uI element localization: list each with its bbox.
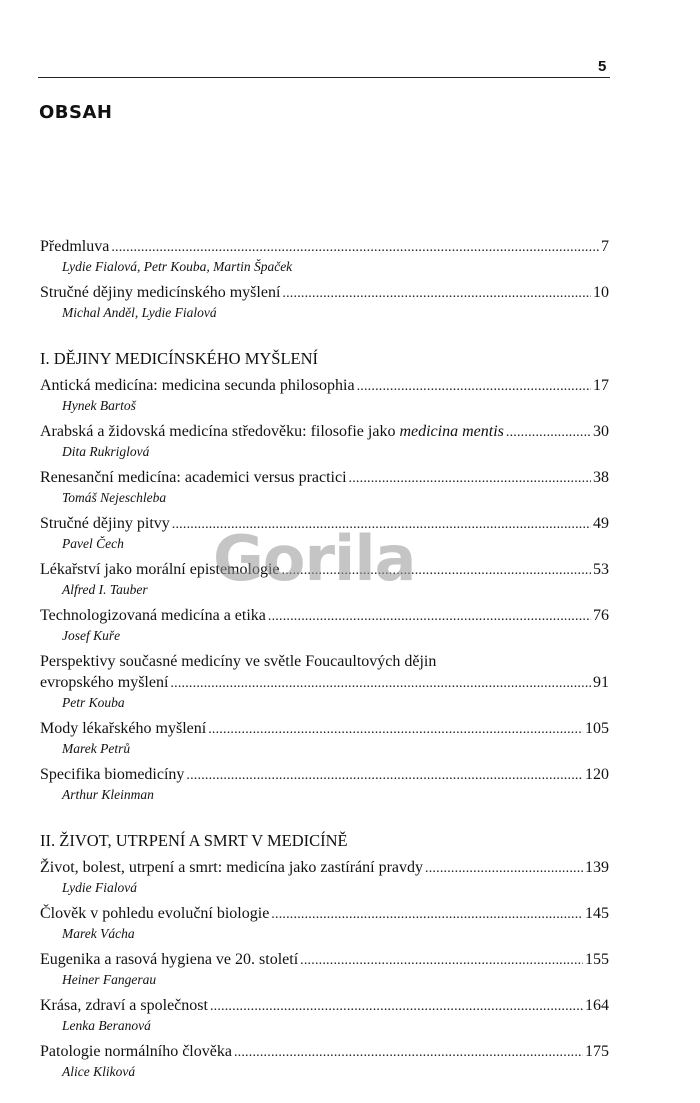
part-title: II. ŽIVOT, UTRPENÍ A SMRT V MEDICÍNĚ <box>40 831 348 850</box>
toc-entry-page: 175 <box>585 1043 609 1060</box>
page-number: 5 <box>598 58 607 75</box>
toc-entry <box>40 651 609 712</box>
toc-entry-title: Mody lékařského myšlení <box>40 720 207 737</box>
dot-leader <box>282 283 591 304</box>
toc-entry-authors: Marek Petrů <box>62 741 131 756</box>
toc-entry <box>40 467 609 507</box>
page-title: OBSAH <box>39 102 113 123</box>
toc-entry-page: 105 <box>585 720 609 737</box>
toc-entry-title: Technologizovaná medicína a etika <box>40 607 266 624</box>
toc-entry-authors: Tomáš Nejeschleba <box>62 490 167 505</box>
toc-entry <box>40 903 609 943</box>
toc-entry <box>40 949 609 989</box>
toc-entry-title <box>40 421 504 442</box>
toc-entry-title: Antická medicína: medicina secunda philosophia <box>40 377 355 394</box>
toc-entry-authors: Marek Vácha <box>62 926 135 941</box>
toc-entry-page: 10 <box>593 284 609 301</box>
toc-entry <box>40 995 609 1035</box>
toc-entry-title: Stručné dějiny pitvy <box>40 515 170 532</box>
toc-entry-authors: Alice Kliková <box>62 1064 136 1079</box>
toc-entry-title-italic: medicina mentis <box>399 423 504 440</box>
toc-entry <box>40 282 609 322</box>
toc-entry <box>40 559 609 599</box>
toc-entry-title-line1: Perspektivy současné medicíny ve světle Foucaultových dějin <box>40 653 437 670</box>
dot-leader <box>210 996 583 1017</box>
toc-entry-authors: Hynek Bartoš <box>62 398 136 413</box>
dot-leader <box>170 673 591 694</box>
toc-entry-authors: Arthur Kleinman <box>62 787 154 802</box>
toc-entry-title: Patologie normálního člověka <box>40 1043 232 1060</box>
toc-entry-page: 38 <box>593 469 609 486</box>
part-title: I. DĚJINY MEDICÍNSKÉHO MYŠLENÍ <box>40 349 319 368</box>
toc-entry-page: 76 <box>593 607 609 624</box>
toc-entry <box>40 605 609 645</box>
dot-leader <box>357 376 591 397</box>
toc-entry-page: 164 <box>585 997 609 1014</box>
dot-leader <box>506 422 591 443</box>
dot-leader <box>300 950 583 971</box>
dot-leader <box>186 765 583 786</box>
toc-entry <box>40 857 609 897</box>
toc-entry-page: 155 <box>585 951 609 968</box>
watermark-logo: Gorila <box>213 522 416 595</box>
dot-leader <box>271 904 583 925</box>
toc-entry-title: Lékařství jako morální epistemologie <box>40 561 280 578</box>
toc-entry-title: Člověk v pohledu evoluční biologie <box>40 905 270 922</box>
toc-entry-title: Specifika biomedicíny <box>40 766 185 783</box>
toc-entry-page: 17 <box>593 377 609 394</box>
toc-entry-authors: Lydie Fialová, Petr Kouba, Martin Špaček <box>62 259 293 274</box>
toc-entry <box>40 764 609 804</box>
front-matter <box>40 236 609 322</box>
toc-entry-page: 7 <box>601 238 609 255</box>
dot-leader <box>268 606 591 627</box>
toc-entry <box>40 1041 609 1081</box>
toc-entry-page: 145 <box>585 905 609 922</box>
toc-entry-authors: Petr Kouba <box>62 695 125 710</box>
toc-entry-title: Předmluva <box>40 238 110 255</box>
dot-leader <box>282 560 592 581</box>
toc-entry-authors: Heiner Fangerau <box>62 972 157 987</box>
dot-leader <box>111 237 599 258</box>
dot-leader <box>349 468 591 489</box>
toc-entry-authors: Pavel Čech <box>62 536 124 551</box>
toc-entry-authors: Josef Kuře <box>62 628 121 643</box>
toc-entry-title: Stručné dějiny medicínského myšlení <box>40 284 281 301</box>
toc-entry-page: 53 <box>593 561 609 578</box>
toc-entry <box>40 718 609 758</box>
toc-entry-title: Krása, zdraví a společnost <box>40 997 208 1014</box>
part-one <box>40 348 609 804</box>
toc-entry-authors: Michal Anděl, Lydie Fialová <box>62 305 217 320</box>
toc-entry-page: 91 <box>593 674 609 691</box>
toc-entry-authors: Lydie Fialová <box>62 880 137 895</box>
table-of-contents <box>40 236 609 1087</box>
toc-entry-title-text: Arabská a židovská medicína středověku: filosofie jako <box>40 423 400 440</box>
toc-entry-page: 120 <box>585 766 609 783</box>
toc-entry-authors: Lenka Beranová <box>62 1018 151 1033</box>
dot-leader <box>425 858 583 879</box>
toc-entry-page: 49 <box>593 515 609 532</box>
part-two <box>40 830 609 1081</box>
toc-entry-authors: Dita Rukriglová <box>62 444 150 459</box>
toc-entry <box>40 421 609 461</box>
toc-entry-title: Život, bolest, utrpení a smrt: medicína jako zastírání pravdy <box>40 859 424 876</box>
toc-entry-title: Eugenika a rasová hygiena ve 20. století <box>40 951 299 968</box>
dot-leader <box>208 719 583 740</box>
dot-leader <box>234 1042 583 1063</box>
toc-entry-title: evropského myšlení <box>40 674 169 691</box>
toc-entry <box>40 513 609 553</box>
toc-entry <box>40 236 609 276</box>
header-rule <box>38 77 610 78</box>
toc-entry-authors: Alfred I. Tauber <box>62 582 148 597</box>
dot-leader <box>172 514 591 535</box>
toc-entry-title: Renesanční medicína: academici versus practici <box>40 469 347 486</box>
toc-entry-page: 30 <box>593 423 609 440</box>
toc-entry-page: 139 <box>585 859 609 876</box>
toc-entry <box>40 375 609 415</box>
